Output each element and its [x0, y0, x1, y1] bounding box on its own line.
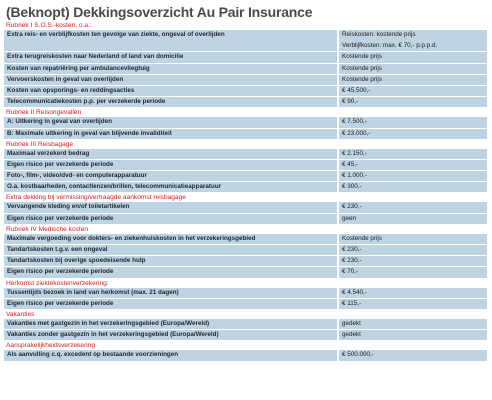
coverage-label: Tussentijds bezoek in land van herkomst (max. 21 dagen) — [4, 288, 337, 298]
coverage-label: Vervoerskosten in geval van overlijden — [4, 75, 337, 85]
coverage-value — [339, 52, 487, 62]
coverage-value-line: Reiskosten: kostende prijs — [342, 31, 416, 38]
coverage-value — [339, 171, 487, 181]
coverage-value-line: € 4.540,- — [342, 288, 367, 296]
coverage-value — [339, 202, 487, 212]
coverage-label: Maximaal verzekerd bedrag — [4, 149, 337, 159]
coverage-table — [4, 21, 488, 361]
table-row — [4, 129, 488, 139]
table-row — [4, 350, 488, 360]
coverage-label: Tandartskosten t.g.v. een ongeval — [4, 245, 337, 255]
coverage-value-line: € 70,- — [342, 268, 359, 276]
coverage-value — [339, 117, 487, 127]
coverage-value-line: € 45,- — [342, 160, 359, 168]
coverage-value — [339, 160, 487, 170]
coverage-label: A: Uitkering in geval van overlijden — [4, 117, 337, 127]
table-row — [4, 171, 488, 181]
coverage-value — [339, 30, 487, 51]
table-row — [4, 160, 488, 170]
coverage-label: Eigen risico per verzekerde periode — [4, 299, 337, 309]
coverage-value-line: € 23.000,- — [342, 129, 371, 137]
coverage-label: Foto-, film-, video/dvd- en computerapparatuur — [4, 171, 337, 181]
table-row — [4, 52, 488, 62]
coverage-label: Als aanvulling c.q. excedent op bestaande voorzieningen — [4, 350, 337, 360]
coverage-value-line: Kostende prijs — [342, 234, 382, 242]
coverage-label: Vakanties zonder gastgezin in het verzekeringsgebied (Europa/Wereld) — [4, 330, 337, 340]
coverage-value-line: € 7.500,- — [342, 118, 367, 126]
table-row — [4, 319, 488, 329]
coverage-value — [339, 234, 487, 244]
coverage-label: Kosten van opsporings- en reddingsacties — [4, 86, 337, 96]
coverage-value-line: Kostende prijs — [342, 53, 382, 61]
coverage-value — [339, 214, 487, 224]
coverage-value — [339, 182, 487, 192]
coverage-value — [339, 75, 487, 85]
coverage-label: Vervangende kleding en/of toiletartikelen — [4, 202, 337, 212]
section-heading: Rubriek I S.O.S.-kosten, o.a.: — [6, 22, 92, 29]
table-row — [4, 245, 488, 255]
coverage-label: Extra terugreiskosten naar Nederland of land van domicilie — [4, 52, 337, 62]
section-heading: Herkomst ziektekostenverzekering: — [6, 279, 109, 287]
coverage-value-line: Verblijfkosten: max. € 70,- p.p.p.d. — [342, 41, 438, 49]
table-row — [4, 182, 488, 192]
page-title: (Beknopt) Dekkingsoverzicht Au Pair Insurance — [6, 4, 313, 20]
table-row — [4, 117, 488, 127]
section-heading: Vakanties — [6, 310, 35, 318]
coverage-label: Eigen risico per verzekerde periode — [4, 214, 337, 224]
coverage-value-line: € 2.150,- — [342, 149, 367, 157]
coverage-label: Kosten van repatriëring per ambulancevliegtuig — [4, 64, 337, 74]
coverage-value-line: € 45.500,- — [342, 86, 371, 94]
coverage-value-line: € 1.000,- — [342, 172, 367, 180]
coverage-label: Vakanties met gastgezin in het verzekeringsgebied (Europa/Wereld) — [4, 319, 337, 329]
coverage-value — [339, 330, 487, 340]
coverage-value — [339, 149, 487, 159]
coverage-value — [339, 86, 487, 96]
coverage-value — [339, 350, 487, 360]
section-heading: Rubriek IV Medische kosten — [6, 225, 89, 233]
coverage-value-line: € 230,- — [342, 203, 362, 211]
coverage-value — [339, 97, 487, 107]
coverage-value-line: € 90,- — [342, 98, 359, 106]
coverage-value-line: geen — [342, 214, 357, 222]
table-row — [4, 30, 488, 51]
table-row — [4, 75, 488, 85]
coverage-value — [339, 267, 487, 277]
coverage-value — [339, 299, 487, 309]
coverage-value-line: € 300,- — [342, 183, 362, 191]
table-row — [4, 267, 488, 277]
table-row — [4, 288, 488, 298]
coverage-value — [339, 288, 487, 298]
table-row — [4, 64, 488, 74]
coverage-label: Tandartskosten bij overige spoedeisende hulp — [4, 256, 337, 266]
table-row — [4, 97, 488, 107]
coverage-value-line: € 115,- — [342, 299, 362, 307]
table-row — [4, 214, 488, 224]
coverage-label: B: Maximale uitkering in geval van blijvende invaliditeit — [4, 129, 337, 139]
table-row — [4, 256, 488, 266]
coverage-value — [339, 64, 487, 74]
coverage-value-line: Kostende prijs — [342, 75, 382, 83]
coverage-value — [339, 129, 487, 139]
coverage-value-line: € 500.000,- — [342, 351, 374, 359]
table-row — [4, 330, 488, 340]
section-heading: Rubriek III Reisbagage — [6, 140, 74, 148]
coverage-value-line: Kostende prijs — [342, 64, 382, 72]
table-row — [4, 234, 488, 244]
table-row — [4, 86, 488, 96]
section-heading: Extra dekking bij vermissing/vertraagde aankomst reisbagage — [6, 194, 186, 202]
coverage-value-line: gedekt — [342, 319, 361, 327]
coverage-value — [339, 256, 487, 266]
coverage-label: O.a. kostbaarheden, contactlenzen/brillen, telecommunicatieapparatuur — [4, 182, 337, 192]
coverage-label: Eigen risico per verzekerde periode — [4, 160, 337, 170]
coverage-value-line: € 230,- — [342, 257, 362, 265]
table-row — [4, 299, 488, 309]
coverage-value-line: € 230,- — [342, 246, 362, 254]
coverage-label: Extra reis- en verblijfkosten ten gevolge van ziekte, ongeval of overlijden — [4, 30, 337, 51]
coverage-value — [339, 319, 487, 329]
coverage-label: Maximale vergoeding voor dokters- en ziekenhuiskosten in het verzekeringsgebied — [4, 234, 337, 244]
table-row — [4, 202, 488, 212]
section-heading: Rubriek II Reisongevallen — [6, 109, 82, 117]
table-row — [4, 149, 488, 159]
coverage-value-line: gedekt — [342, 331, 361, 339]
section-heading: Aansprakelijkheidsverzekering — [6, 342, 96, 350]
coverage-label: Telecommunicatiekosten p.p. per verzekerde periode — [4, 97, 337, 107]
coverage-value — [339, 245, 487, 255]
coverage-label: Eigen risico per verzekerde periode — [4, 267, 337, 277]
